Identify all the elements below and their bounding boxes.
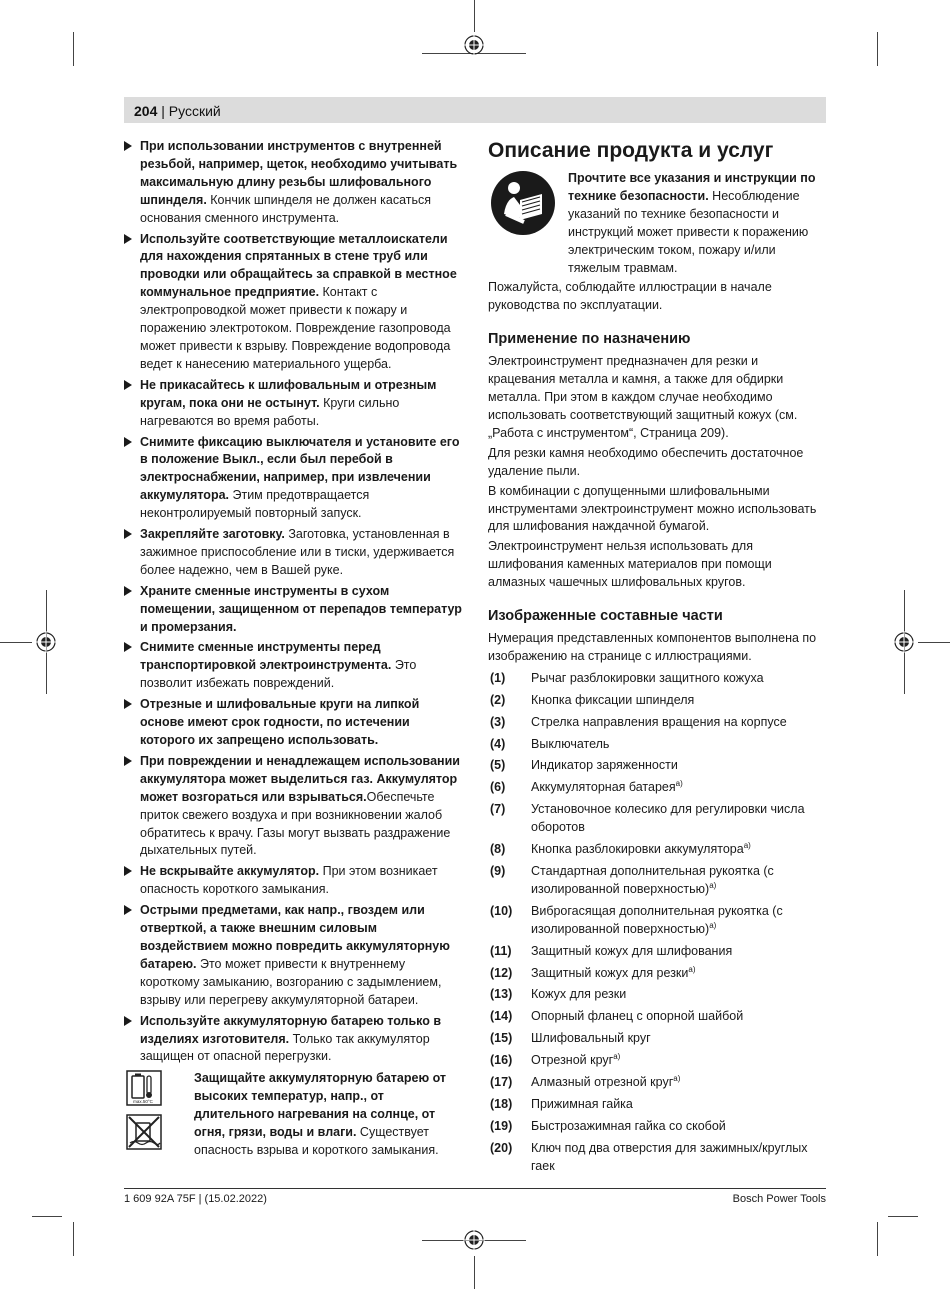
component-number: (10) [490, 903, 513, 918]
crop-mark [32, 1216, 62, 1217]
safety-bullet [124, 231, 462, 374]
left-column [124, 138, 462, 1160]
component-item [488, 1140, 826, 1176]
crop-mark [474, 0, 475, 32]
component-label: Индикатор заряженности [531, 758, 678, 773]
component-item [488, 841, 826, 859]
bullet-arrow-icon [124, 866, 132, 876]
safety-bullet [124, 753, 462, 860]
right-column [488, 138, 826, 1180]
component-number: (15) [490, 1031, 513, 1046]
component-item [488, 986, 826, 1004]
registration-mark-icon [893, 631, 915, 653]
component-footnote: a) [709, 880, 717, 890]
component-item [488, 692, 826, 710]
component-number: (11) [490, 943, 512, 958]
safety-bullet [124, 902, 462, 1009]
bullet-bold: Используйте аккумуляторную батарею только в изделиях изготовителя. [140, 1013, 442, 1046]
component-label: Стандартная дополнительная рукоятка (с изолированной поверхностью) [531, 864, 774, 896]
component-number: (9) [490, 864, 506, 878]
registration-mark-icon [463, 1229, 485, 1251]
components-heading: Изображенные составные части [488, 608, 723, 625]
bullet-text: Кончик шпинделя не должен касаться основания сменного инструмента. [140, 192, 432, 225]
bullet-arrow-icon [124, 1016, 132, 1026]
page-header-bar [124, 97, 826, 123]
component-number: (20) [490, 1140, 513, 1155]
component-number: (5) [490, 758, 506, 773]
component-footnote: a) [743, 840, 751, 850]
bullet-arrow-icon [124, 905, 132, 915]
component-number: (6) [490, 780, 506, 795]
component-item [488, 863, 826, 899]
footer-brand: Bosch Power Tools [732, 1193, 826, 1205]
component-label: Выключатель [531, 736, 610, 751]
crop-mark [73, 32, 74, 66]
crop-mark [877, 32, 878, 66]
intended-use-paragraph: Для резки камня необходимо обеспечить достаточное удаление пыли. [488, 445, 804, 478]
safety-instructions-note [488, 170, 826, 277]
component-item [488, 1052, 826, 1070]
battery-temperature-icon [126, 1070, 162, 1106]
battery-temperature-label: max.50°C [133, 1099, 153, 1105]
read-manual-icon [490, 170, 556, 236]
battery-note-bold: Защищайте аккумуляторную батарею от высоких температур, напр., от длительного нагревания на солнце, от огня, грязи, воды и влаги. [194, 1071, 447, 1140]
component-label: Отрезной круг [531, 1053, 614, 1068]
component-item [488, 965, 826, 983]
intro-paragraph: Пожалуйста, соблюдайте иллюстрации в начале руководства по эксплуатации. [488, 280, 772, 313]
bullet-arrow-icon [124, 642, 132, 652]
bullet-text: Этим предотвращается неконтролируемый повторный запуск. [140, 488, 370, 521]
crop-mark [888, 1216, 918, 1217]
bullet-arrow-icon [124, 529, 132, 539]
bullet-arrow-icon [124, 380, 132, 390]
component-number: (3) [490, 714, 506, 729]
bullet-bold: Снимите сменные инструменты перед транспортировкой электроинструмента. [140, 640, 392, 673]
components-list [488, 670, 826, 1176]
intended-use-paragraph: В комбинации с допущенными шлифовальными инструментами электроинструмент можно использовать для шлифования наждачной бумагой. [488, 483, 817, 534]
safety-bullet [124, 377, 462, 431]
bullet-text: Круги сильно нагреваются во время работы. [140, 395, 400, 428]
battery-note-text: Существует опасность взрыва и короткого замыкания. [194, 1125, 439, 1157]
component-label: Защитный кожух для резки [531, 965, 689, 980]
component-footnote: a) [613, 1052, 621, 1061]
crop-mark [918, 642, 950, 643]
component-label: Кнопка фиксации шпинделя [531, 692, 695, 707]
section-title: Описание продукта и услуг [488, 139, 774, 162]
safety-bullet [124, 138, 462, 228]
crop-mark [877, 1222, 878, 1256]
footer-rule [124, 1188, 826, 1189]
component-label: Кожух для резки [531, 987, 627, 1002]
component-label: Ключ под два отверстия для зажимных/круглых гаек [531, 1140, 808, 1173]
bullet-bold: Не прикасайтесь к шлифовальным и отрезным кругам, пока они не остынут. [140, 377, 437, 410]
component-item [488, 801, 826, 837]
registration-mark-icon [463, 34, 485, 56]
component-number: (16) [490, 1053, 513, 1068]
bullet-text: Только так аккумулятор защищен от опасной перегрузки. [140, 1031, 430, 1064]
page-header: 204 | Русский [134, 103, 221, 119]
bullet-text: Обеспечьте приток свежего воздуха и при возникновении жалоб обратитесь к врачу. Газы могут вызвать раздражение дыхательных путей. [140, 789, 451, 858]
page-number: 204 [134, 103, 158, 119]
footer-document-id: 1 609 92A 75F | (15.02.2022) [124, 1193, 267, 1205]
bullet-arrow-icon [124, 586, 132, 596]
safety-note-bold: Прочтите все указания и инструкции по технике безопасности. [568, 171, 816, 203]
intended-use-paragraph: Электроинструмент нельзя использовать для шлифования каменных материалов при помощи алмазных чашечных шлифовальных кругов. [488, 539, 772, 590]
bullet-text: Это может привести к внутреннему короткому замыканию, возгоранию с задымлением, взрыву или перегреву аккумуляторной батареи. [140, 956, 442, 1007]
bullet-bold: Не вскрывайте аккумулятор. [140, 864, 320, 879]
safety-bullet-list [124, 138, 462, 1066]
header-language: Русский [168, 103, 221, 119]
intended-use-text [488, 353, 826, 592]
component-label: Быстрозажимная гайка со скобой [531, 1118, 726, 1133]
component-number: (13) [490, 987, 513, 1002]
bullet-arrow-icon [124, 756, 132, 766]
component-number: (19) [490, 1118, 513, 1133]
bullet-bold: Закрепляйте заготовку. [140, 527, 285, 542]
safety-bullet [124, 583, 462, 637]
component-footnote: a) [688, 964, 696, 974]
battery-protection-note [124, 1070, 462, 1160]
no-water-icon [126, 1114, 162, 1150]
bullet-bold: Острыми предметами, как напр., гвоздем или отверткой, а также внешним силовым воздействием можно повредить аккумуляторную батарею. [140, 903, 450, 971]
component-label: Рычаг разблокировки защитного кожуха [531, 670, 764, 685]
safety-note-text: Несоблюдение указаний по технике безопасности и инструкций может привести к поражению электрическим током, пожару и/или тяжелым травмам. [568, 188, 809, 275]
safety-bullet [124, 434, 462, 524]
bullet-text: Это позволит избежать повреждений. [140, 658, 417, 691]
component-label: Виброгасящая дополнительная рукоятка (с изолированной поверхностью) [531, 903, 783, 936]
bullet-text: При этом возникает опасность короткого замыкания. [140, 864, 438, 897]
component-footnote: a) [709, 920, 717, 930]
component-item [488, 1008, 826, 1026]
battery-warning-icons [126, 1070, 162, 1156]
component-item [488, 1118, 826, 1136]
bullet-bold: Снимите фиксацию выключателя и установите его в положение Выкл., если был перебой в электроснабжении, например, при извлечении аккумулятора. [140, 434, 460, 503]
component-label: Кнопка разблокировки аккумулятора [531, 842, 744, 857]
bullet-arrow-icon [124, 141, 132, 151]
safety-bullet [124, 696, 462, 750]
component-number: (14) [490, 1009, 513, 1024]
component-number: (17) [490, 1075, 513, 1090]
safety-bullet [124, 1013, 462, 1067]
component-item [488, 1096, 826, 1114]
component-item [488, 779, 826, 797]
bullet-arrow-icon [124, 437, 132, 447]
bullet-arrow-icon [124, 234, 132, 244]
component-item [488, 757, 826, 775]
component-number: (12) [490, 965, 513, 980]
bullet-text: Контакт с электропроводкой может привести к пожару и поражению электротоком. Повреждение газопровода может привести к взрыву. Повреждение водопровода ведет к нанесению материального ущерба. [140, 285, 451, 371]
component-number: (4) [490, 736, 506, 751]
registration-mark-icon [35, 631, 57, 653]
component-item [488, 943, 826, 961]
bullet-text: Заготовка, установленная в зажимное приспособление или в тиски, удерживается более надежно, чем в Вашей руке. [140, 527, 455, 577]
crop-mark [0, 642, 32, 643]
crop-mark [474, 1256, 475, 1289]
bullet-bold: Отрезные и шлифовальные круги на липкой основе имеют срок годности, по истечении которого их запрещено использовать. [140, 697, 420, 747]
component-label: Прижимная гайка [531, 1096, 633, 1111]
bullet-bold: Храните сменные инструменты в сухом помещении, защищенном от перепадов температур и промерзания. [140, 583, 462, 634]
component-label: Шлифовальный круг [531, 1031, 651, 1046]
bullet-bold: При повреждении и ненадлежащем использовании аккумулятора может выделиться газ. Аккумулятор может возгораться или взрываться. [140, 753, 460, 804]
component-label: Опорный фланец с опорной шайбой [531, 1009, 744, 1024]
bullet-arrow-icon [124, 699, 132, 709]
component-item [488, 1074, 826, 1092]
component-label: Аккумуляторная батарея [531, 780, 676, 795]
component-number: (8) [490, 842, 506, 857]
component-item [488, 736, 826, 754]
component-footnote: a) [675, 779, 683, 789]
bullet-bold: При использовании инструментов с внутренней резьбой, например, щеток, необходимо учитывать максимальную длину резьбы шлифовального шпинделя. [140, 139, 458, 207]
component-label: Алмазный отрезной круг [531, 1075, 674, 1090]
intended-use-paragraph: Электроинструмент предназначен для резки и крацевания металла и камня, а также для обдирки металла. При этом в каждом случае необходимо использовать соответствующий защитный кожух (см. „Работа с инструментом“, Страница 209). [488, 354, 798, 440]
component-number: (2) [490, 692, 506, 707]
safety-bullet [124, 526, 462, 580]
component-item [488, 1030, 826, 1048]
component-label: Установочное колесико для регулировки числа оборотов [531, 802, 805, 835]
crop-mark [73, 1222, 74, 1256]
bullet-bold: Используйте соответствующие металлоискатели для нахождения спрятанных в стене труб или проводки или обращайтесь за справкой в местное коммунальное предприятие. [140, 231, 457, 300]
safety-bullet [124, 639, 462, 693]
component-item [488, 903, 826, 939]
components-intro: Нумерация представленных компонентов выполнена по изображению на странице с иллюстрациями. [488, 631, 817, 663]
component-number: (7) [490, 802, 506, 817]
component-number: (1) [490, 670, 506, 685]
component-item [488, 670, 826, 688]
component-footnote: a) [673, 1073, 681, 1083]
component-label: Защитный кожух для шлифования [531, 943, 733, 958]
intended-use-heading: Применение по назначению [488, 331, 691, 348]
component-label: Стрелка направления вращения на корпусе [531, 714, 787, 729]
component-number: (18) [490, 1096, 513, 1111]
safety-bullet [124, 863, 462, 899]
component-item [488, 714, 826, 732]
